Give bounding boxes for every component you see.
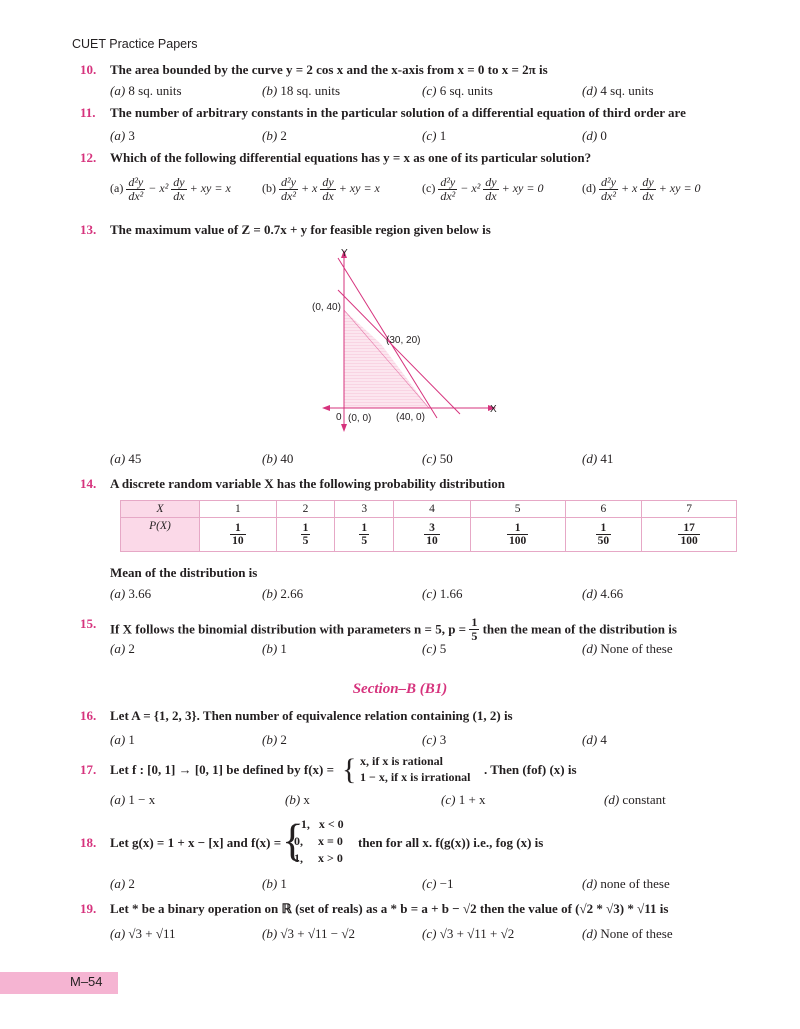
option-b[interactable]: √3 + √11 − √2	[280, 926, 356, 941]
question-number: 14.	[80, 476, 97, 491]
left-brace: {	[282, 816, 304, 865]
option-b[interactable]: 18 sq. units	[280, 83, 341, 98]
question-number: 13.	[80, 222, 97, 237]
option-c[interactable]: 6 sq. units	[439, 83, 493, 98]
option-a[interactable]: 3.66	[128, 586, 152, 601]
page-number: M–54	[70, 974, 103, 989]
option-d[interactable]: 4.66	[600, 586, 624, 601]
option-c[interactable]: 1.66	[439, 586, 463, 601]
option-a[interactable]: 1	[128, 732, 135, 747]
question-12	[80, 150, 770, 215]
option-b[interactable]: x	[303, 792, 310, 807]
y-axis-label: Y	[341, 248, 348, 259]
question-11	[80, 105, 770, 145]
question-number: 11.	[80, 105, 96, 120]
case-1: x, if x is rational	[360, 754, 443, 768]
question-number: 12.	[80, 150, 97, 165]
x-axis-label: X	[490, 404, 497, 415]
table-row	[121, 518, 737, 552]
table-cell: $\frac{1}{5}$	[276, 518, 335, 552]
question-15	[80, 612, 770, 660]
question-text: The number of arbitrary constants in the particular solution of a differential equation of third order are	[110, 105, 686, 120]
options: (a) 3 (b) 2 (c) 1 (d) 0	[110, 128, 607, 143]
question-16	[80, 708, 770, 750]
question-text: Which of the following differential equations has y = x as one of its particular solution?	[110, 150, 592, 165]
options: (a) 3.66 (b) 2.66 (c) 1.66 (d) 4.66	[110, 586, 624, 601]
table-cell: $\frac{1}{100}$	[470, 518, 565, 552]
option-d[interactable]: None of these	[600, 641, 673, 656]
options: (a) 8 sq. units (b) 18 sq. units (c) 6 sq. units (d) 4 sq. units	[110, 83, 654, 98]
question-17	[80, 752, 770, 810]
option-a[interactable]: 3	[128, 128, 135, 143]
x-arrow-left-icon	[322, 405, 330, 411]
table-cell: $\frac{1}{50}$	[565, 518, 642, 552]
question-18	[80, 815, 770, 895]
question-14	[80, 476, 770, 496]
option-a[interactable]: √3 + √11	[128, 926, 176, 941]
question-text: Let A = {1, 2, 3}. Then number of equivalence relation containing (1, 2) is	[110, 708, 513, 723]
options: (a) √3 + √11 (b) √3 + √11 − √2 (c) √3 + √11 + √2 (d) None of these	[110, 926, 673, 941]
option-c[interactable]: 1	[439, 128, 447, 143]
feasible-region-graph	[300, 240, 520, 435]
question-13-options	[80, 451, 770, 469]
option-b[interactable]: 2	[280, 732, 287, 747]
option-c[interactable]: 1 + x	[458, 792, 486, 807]
option-a[interactable]: 2	[128, 876, 135, 891]
option-c[interactable]: (c) $\frac{\text{d²y}}{\text{dx²}}$ − x² $\frac{dy}{dx}$ + xy = 0	[422, 175, 544, 203]
case-2: 1 − x, if x is irrational	[360, 770, 471, 784]
options: (a) 1 (b) 2 (c) 3 (d) 4	[110, 732, 607, 747]
question-number: 18.	[80, 835, 97, 850]
option-d[interactable]: 41	[600, 451, 614, 466]
option-d[interactable]: none of these	[600, 876, 670, 891]
option-c[interactable]: 5	[439, 641, 447, 656]
table-row	[121, 501, 737, 518]
option-c[interactable]: −1	[439, 876, 454, 891]
question-text: If X follows the binomial distribution with parameters n = 5, p = $\frac{1}{5}$ then the mean of the distribution is	[110, 615, 677, 643]
option-d[interactable]: 4	[600, 732, 607, 747]
options: (a) 2 (b) 1 (c) 5 (d) None of these	[110, 641, 673, 656]
option-d[interactable]: constant	[622, 792, 666, 807]
probability-table	[120, 500, 737, 552]
option-b[interactable]: 2	[280, 128, 287, 143]
table-cell: 1	[200, 501, 277, 518]
question-text: Let g(x) = 1 + x − [x] and f(x) =	[110, 835, 282, 850]
question-number: 17.	[80, 762, 97, 777]
option-c[interactable]: √3 + √11 + √2	[439, 926, 515, 941]
sub-question-text: Mean of the distribution is	[110, 565, 258, 580]
option-b[interactable]: 40	[280, 451, 294, 466]
point-label: (0, 0)	[348, 413, 372, 424]
option-c[interactable]: 50	[439, 451, 453, 466]
option-b[interactable]: 2.66	[280, 586, 304, 601]
question-10	[80, 62, 770, 102]
question-14-options	[80, 565, 770, 605]
running-header: CUET Practice Papers	[72, 37, 198, 51]
question-text: Let * be a binary operation on ℝ (set of reals) as a * b = a + b − √2 then the value of (√2 * √3) * √11 is	[110, 901, 669, 916]
table-cell: 6	[565, 501, 642, 518]
option-a[interactable]: 2	[128, 641, 135, 656]
question-text-cont: . Then (fof) (x) is	[484, 762, 577, 777]
question-number: 10.	[80, 62, 97, 77]
point-label: (0, 40)	[312, 302, 341, 313]
table-cell: $\frac{1}{5}$	[335, 518, 394, 552]
question-text: The maximum value of Z = 0.7x + y for feasible region given below is	[110, 222, 491, 237]
table-cell: 2	[276, 501, 335, 518]
question-number: 19.	[80, 901, 97, 916]
option-c[interactable]: 3	[439, 732, 447, 747]
option-b[interactable]: 1	[280, 641, 287, 656]
table-cell: $\frac{17}{100}$	[642, 518, 737, 552]
option-b[interactable]: 1	[280, 876, 287, 891]
question-19	[80, 901, 770, 945]
option-d[interactable]: 4 sq. units	[600, 83, 654, 98]
left-brace: {	[342, 753, 357, 786]
table-cell: $\frac{1}{10}$	[200, 518, 277, 552]
options: (a) 1 − x (b) x (c) 1 + x (d) constant	[110, 792, 666, 807]
options: (a) 2 (b) 1 (c) −1 (d) none of these	[110, 876, 670, 891]
table-cell: $\frac{3}{10}$	[394, 518, 471, 552]
option-d[interactable]: 0	[600, 128, 607, 143]
question-text: A discrete random variable X has the following probability distribution	[110, 476, 505, 491]
question-number: 15.	[80, 616, 97, 631]
options: (a) 45 (b) 40 (c) 50 (d) 41	[110, 451, 614, 466]
section-heading: Section–B (B1)	[352, 681, 448, 697]
question-number: 16.	[80, 708, 97, 723]
table-cell: 5	[470, 501, 565, 518]
point-label: (30, 20)	[386, 335, 421, 346]
table-header: P(X)	[121, 518, 200, 552]
origin-label: 0	[336, 412, 342, 423]
case-1: −1, x < 0	[294, 817, 344, 831]
option-a[interactable]: (a) $\frac{\text{d²y}}{\text{dx²}}$ − x² $\frac{dy}{dx}$ + xy = x	[110, 175, 231, 203]
question-text-cont: then for all x. f(g(x)) i.e., fog (x) is	[358, 835, 544, 850]
options	[110, 176, 750, 212]
table-cell: 7	[642, 501, 737, 518]
case-2: 0, x = 0	[294, 834, 343, 848]
case-3: 1, x > 0	[294, 851, 343, 865]
y-arrow-down-icon	[341, 424, 347, 432]
question-text: Let f : [0, 1] → [0, 1] be defined by f(x) =	[110, 762, 335, 777]
option-b[interactable]: (b) $\frac{\text{d²y}}{\text{dx²}}$ + x $\frac{dy}{dx}$ + xy = x	[262, 175, 380, 203]
point-label: (40, 0)	[396, 412, 425, 423]
option-d[interactable]: (d) $\frac{\text{d²y}}{\text{dx²}}$ + x $\frac{dy}{dx}$ + xy = 0	[582, 175, 701, 203]
table-cell: 4	[394, 501, 471, 518]
option-a[interactable]: 45	[128, 451, 142, 466]
option-a[interactable]: 8 sq. units	[128, 83, 182, 98]
question-text: The area bounded by the curve y = 2 cos x and the x-axis from x = 0 to x = 2π is	[110, 62, 548, 77]
page-footer	[0, 972, 118, 994]
option-a[interactable]: 1 − x	[128, 792, 156, 807]
table-header: X	[121, 501, 200, 518]
option-d[interactable]: None of these	[600, 926, 673, 941]
table-cell: 3	[335, 501, 394, 518]
